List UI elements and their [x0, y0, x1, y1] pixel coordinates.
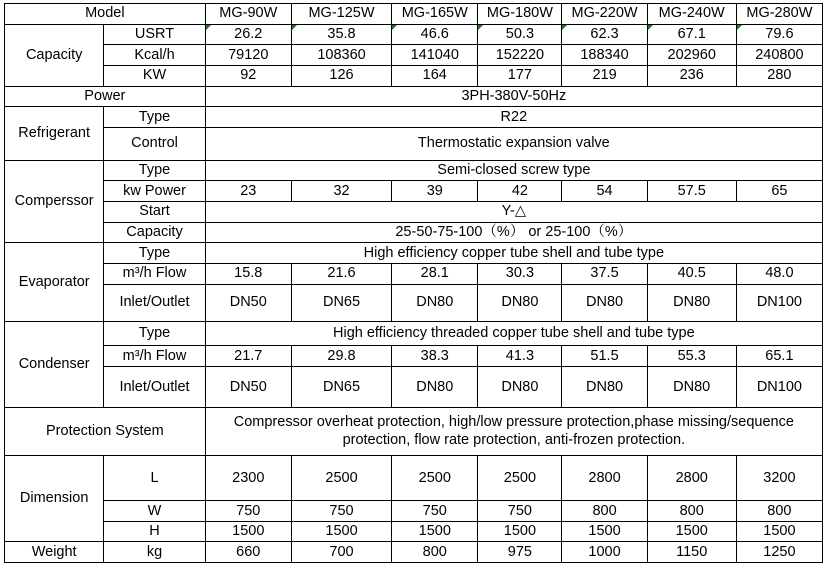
kcal-value: 188340	[562, 45, 647, 66]
kcal-label: Kcal/h	[104, 45, 205, 66]
dimension-width-row	[5, 501, 823, 522]
kw-label: KW	[104, 65, 205, 86]
height-value: 1500	[478, 521, 562, 542]
refrigerant-type-value: R22	[205, 107, 822, 128]
dimension-length-row	[5, 455, 823, 500]
compressor-capacity-value: 25-50-75-100（%） or 25-100（%）	[205, 222, 822, 243]
evaporator-inlet-value: DN50	[205, 284, 291, 321]
power-value: 3PH-380V-50Hz	[205, 86, 822, 107]
condenser-type-value: High efficiency threaded copper tube shell and tube type	[205, 321, 822, 346]
kw-power-value: 57.5	[647, 181, 736, 202]
dimension-height-row	[5, 521, 823, 542]
width-label: W	[104, 501, 205, 522]
condenser-flow-value: 21.7	[205, 346, 291, 367]
condenser-flow-value: 29.8	[291, 346, 391, 367]
length-value: 2300	[205, 455, 291, 500]
width-value: 800	[647, 501, 736, 522]
compressor-label: Comperssor	[5, 160, 104, 243]
weight-row	[5, 542, 823, 563]
kw-power-label: kw Power	[104, 181, 205, 202]
type-label: Type	[104, 243, 205, 264]
condenser-label: Condenser	[5, 321, 104, 408]
evaporator-inlet-value: DN80	[392, 284, 478, 321]
start-value: Y-△	[205, 202, 822, 223]
usrt-value: 50.3	[478, 24, 562, 45]
model-name: MG-90W	[205, 4, 291, 25]
kw-power-value: 42	[478, 181, 562, 202]
kcal-value: 79120	[205, 45, 291, 66]
width-value: 750	[392, 501, 478, 522]
compressor-capacity-label: Capacity	[104, 222, 205, 243]
width-value: 750	[205, 501, 291, 522]
type-label: Type	[104, 160, 205, 181]
width-value: 800	[736, 501, 822, 522]
start-label: Start	[104, 202, 205, 223]
power-label: Power	[5, 86, 206, 107]
kw-power-value: 39	[392, 181, 478, 202]
usrt-value: 26.2	[205, 24, 291, 45]
condenser-flow-value: 51.5	[562, 346, 647, 367]
condenser-inlet-row	[5, 367, 823, 408]
width-value: 750	[291, 501, 391, 522]
evaporator-inlet-value: DN80	[647, 284, 736, 321]
kw-value: 126	[291, 65, 391, 86]
kw-value: 164	[392, 65, 478, 86]
kw-value: 236	[647, 65, 736, 86]
type-label: Type	[104, 321, 205, 346]
condenser-flow-row	[5, 346, 823, 367]
capacity-label: Capacity	[5, 24, 104, 86]
usrt-value: 79.6	[736, 24, 822, 45]
weight-value: 660	[205, 542, 291, 563]
evaporator-inlet-value: DN100	[736, 284, 822, 321]
evaporator-flow-value: 15.8	[205, 263, 291, 284]
kg-label: kg	[104, 542, 205, 563]
weight-value: 1000	[562, 542, 647, 563]
evaporator-flow-value: 30.3	[478, 263, 562, 284]
evaporator-type-row	[5, 243, 823, 264]
model-name: MG-280W	[736, 4, 822, 25]
protection-label: Protection System	[5, 408, 206, 455]
capacity-usrt-row	[5, 24, 823, 45]
inlet-outlet-label: Inlet/Outlet	[104, 284, 205, 321]
weight-value: 700	[291, 542, 391, 563]
condenser-inlet-value: DN50	[205, 367, 291, 408]
usrt-value: 62.3	[562, 24, 647, 45]
height-value: 1500	[291, 521, 391, 542]
usrt-value: 35.8	[291, 24, 391, 45]
kw-power-value: 23	[205, 181, 291, 202]
compressor-type-row	[5, 160, 823, 181]
kw-value: 219	[562, 65, 647, 86]
condenser-inlet-value: DN100	[736, 367, 822, 408]
weight-label: Weight	[5, 542, 104, 563]
condenser-inlet-value: DN80	[392, 367, 478, 408]
weight-value: 1250	[736, 542, 822, 563]
length-value: 2500	[392, 455, 478, 500]
evaporator-inlet-value: DN65	[291, 284, 391, 321]
condenser-inlet-value: DN80	[478, 367, 562, 408]
height-value: 1500	[562, 521, 647, 542]
control-label: Control	[104, 127, 205, 160]
dimension-label: Dimension	[5, 455, 104, 542]
evaporator-inlet-value: DN80	[478, 284, 562, 321]
evaporator-flow-row	[5, 263, 823, 284]
evaporator-label: Evaporator	[5, 243, 104, 321]
evaporator-flow-value: 40.5	[647, 263, 736, 284]
protection-value: Compressor overheat protection, high/low pressure protection,phase missing/sequence protection, flow rate protection, anti-frozen protection.	[205, 408, 822, 455]
control-value: Thermostatic expansion valve	[205, 127, 822, 160]
spec-table	[4, 3, 823, 563]
compressor-start-row	[5, 202, 823, 223]
width-value: 800	[562, 501, 647, 522]
model-name: MG-240W	[647, 4, 736, 25]
power-row	[5, 86, 823, 107]
condenser-flow-value: 55.3	[647, 346, 736, 367]
inlet-outlet-label: Inlet/Outlet	[104, 367, 205, 408]
kcal-value: 152220	[478, 45, 562, 66]
refrigerant-type-row	[5, 107, 823, 128]
length-label: L	[104, 455, 205, 500]
model-name: MG-165W	[392, 4, 478, 25]
length-value: 3200	[736, 455, 822, 500]
evaporator-flow-value: 21.6	[291, 263, 391, 284]
protection-row	[5, 408, 823, 455]
evaporator-flow-value: 48.0	[736, 263, 822, 284]
height-value: 1500	[647, 521, 736, 542]
condenser-flow-value: 65.1	[736, 346, 822, 367]
kcal-value: 108360	[291, 45, 391, 66]
weight-value: 975	[478, 542, 562, 563]
length-value: 2500	[478, 455, 562, 500]
model-name: MG-220W	[562, 4, 647, 25]
capacity-kcal-row	[5, 45, 823, 66]
usrt-value: 46.6	[392, 24, 478, 45]
height-value: 1500	[205, 521, 291, 542]
model-name: MG-125W	[291, 4, 391, 25]
weight-value: 1150	[647, 542, 736, 563]
compressor-power-row	[5, 181, 823, 202]
model-row	[5, 4, 823, 25]
condenser-type-row	[5, 321, 823, 346]
condenser-flow-value: 38.3	[392, 346, 478, 367]
usrt-label: USRT	[104, 24, 205, 45]
evaporator-type-value: High efficiency copper tube shell and tube type	[205, 243, 822, 264]
evaporator-inlet-row	[5, 284, 823, 321]
flow-label: m³/h Flow	[104, 263, 205, 284]
model-name: MG-180W	[478, 4, 562, 25]
compressor-capacity-row	[5, 222, 823, 243]
evaporator-flow-value: 28.1	[392, 263, 478, 284]
height-label: H	[104, 521, 205, 542]
length-value: 2800	[562, 455, 647, 500]
condenser-flow-value: 41.3	[478, 346, 562, 367]
length-value: 2800	[647, 455, 736, 500]
weight-value: 800	[392, 542, 478, 563]
evaporator-flow-value: 37.5	[562, 263, 647, 284]
condenser-inlet-value: DN80	[647, 367, 736, 408]
kw-value: 177	[478, 65, 562, 86]
flow-label: m³/h Flow	[104, 346, 205, 367]
model-label: Model	[5, 4, 206, 25]
kw-value: 92	[205, 65, 291, 86]
kw-power-value: 54	[562, 181, 647, 202]
height-value: 1500	[392, 521, 478, 542]
kcal-value: 240800	[736, 45, 822, 66]
capacity-kw-row	[5, 65, 823, 86]
refrigerant-label: Refrigerant	[5, 107, 104, 161]
length-value: 2500	[291, 455, 391, 500]
evaporator-inlet-value: DN80	[562, 284, 647, 321]
condenser-inlet-value: DN80	[562, 367, 647, 408]
condenser-inlet-value: DN65	[291, 367, 391, 408]
kcal-value: 202960	[647, 45, 736, 66]
height-value: 1500	[736, 521, 822, 542]
compressor-type-value: Semi-closed screw type	[205, 160, 822, 181]
kcal-value: 141040	[392, 45, 478, 66]
refrigerant-control-row	[5, 127, 823, 160]
width-value: 750	[478, 501, 562, 522]
kw-value: 280	[736, 65, 822, 86]
usrt-value: 67.1	[647, 24, 736, 45]
kw-power-value: 65	[736, 181, 822, 202]
type-label: Type	[104, 107, 205, 128]
kw-power-value: 32	[291, 181, 391, 202]
